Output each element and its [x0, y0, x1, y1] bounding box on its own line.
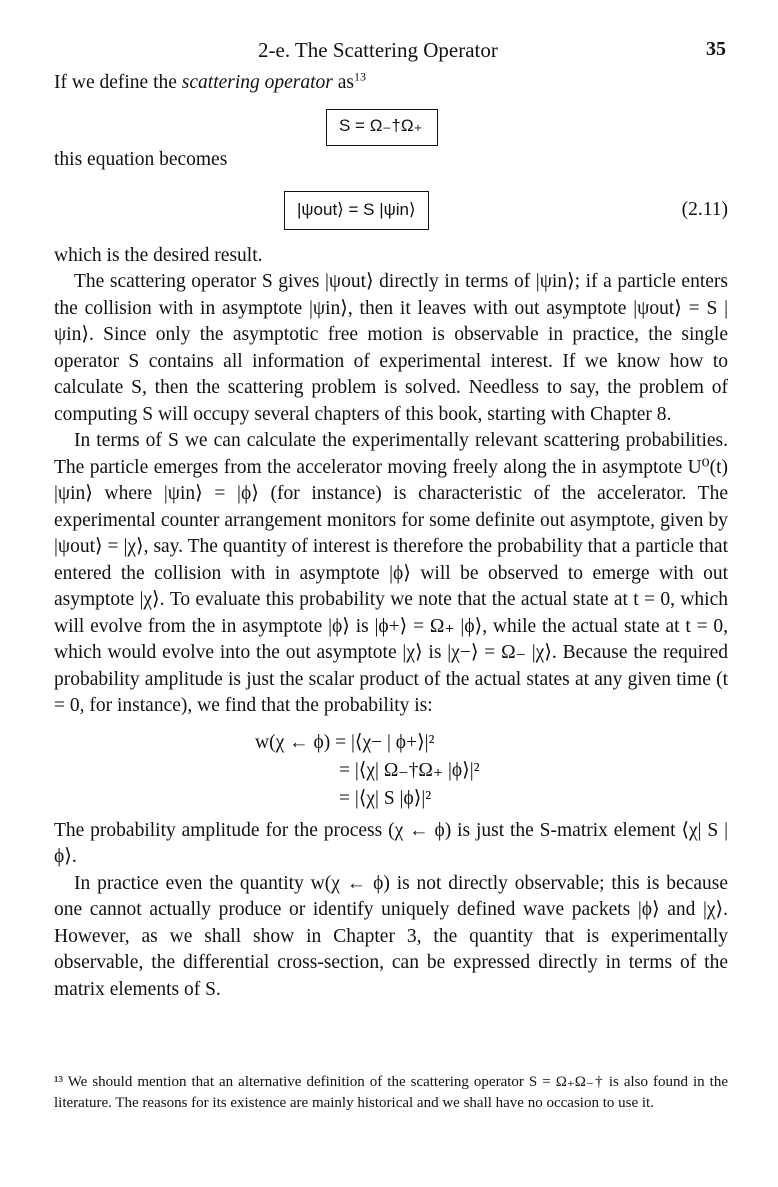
- boxed-definition: S = Ω₋†Ω₊: [326, 109, 438, 147]
- boxed-equation-line: [54, 183, 728, 243]
- equation-line-1: w(χ ← ϕ) = |⟨χ− | ϕ+⟩|²: [255, 731, 435, 753]
- paragraph-observability: In practice even the quantity w(χ ← ϕ) is not directly observable; this is because one cannot actually produce or identify uniquely defined wave packets |ϕ⟩ and |χ⟩. However, as we shall show in Chapter 3, the quantity that is experimentally observable, the differential cross-section, can be expressed directly in terms of the matrix elements of S.: [54, 872, 728, 1000]
- equation-line-3: = |⟨χ| S |ϕ⟩|²: [339, 787, 432, 809]
- paragraph-scattering-operator: The scattering operator S gives |ψout⟩ directly in terms of |ψin⟩; if a particle enters the collision with in asymptote |ψin⟩, then it leaves with out asymptote |ψout⟩ = S |ψin⟩. Since only the asymptotic free motion is observable in practice, the single operator S contains all information of experimental interest. If we know how to calculate S, then the scattering problem is solved. Needless to say, the problem of computing S will occupy several chapters of this book, starting with Chapter 8.: [54, 271, 728, 425]
- running-header: [0, 38, 778, 66]
- boxed-equation: |ψout⟩ = S |ψin⟩: [284, 191, 429, 231]
- paragraph-desired: which is the desired result.: [54, 244, 263, 266]
- paragraph-amplitude: The probability amplitude for the process (χ ← ϕ) is just the S-matrix element ⟨χ| S |ϕ⟩.: [54, 819, 728, 867]
- probability-equation: [54, 724, 728, 810]
- page-body: [54, 70, 728, 1003]
- intro-sentence: If we define the scattering operator $as^{13}$: [54, 69, 367, 93]
- transition-text: this equation becomes: [54, 148, 228, 170]
- running-head: 2-e. The Scattering Operator: [258, 38, 498, 62]
- equation-line-2: = |⟨χ| Ω₋†Ω₊ |ϕ⟩|²: [339, 759, 480, 781]
- defined-term: scattering operator: [181, 72, 333, 93]
- paragraph-probabilities: In terms of S we can calculate the experimentally relevant scattering probabilities. The particle emerges from the accelerator moving freely along the in asymptote U⁰(t) |ψin⟩ where |ψin⟩ = |ϕ⟩ (for instance) is characteristic of the accelerator. The experimental counter arrangement monitors for some definite out asymptote, given by |ψout⟩ = |χ⟩, say. The quantity of interest is therefore the probability that a particle that entered the collision with in asymptote |ϕ⟩ will be observed to emerge with out asymptote |χ⟩. To evaluate this probability we note that the actual state at t = 0, which will evolve from the in asymptote |ϕ⟩ is |ϕ+⟩ = Ω₊ |ϕ⟩, while the actual state at t = 0, which would evolve into the out asymptote |χ⟩ is |χ−⟩ = Ω₋ |χ⟩. Because the required probability amplitude is just the scalar product of the actual states at any given time (t = 0, for instance), we find that the probability is:: [54, 430, 728, 716]
- page-number: 35: [706, 38, 726, 60]
- footnote-marker: 13: [354, 69, 367, 84]
- footnote: ¹³ We should mention that an alternative definition of the scattering operator S = Ω₊Ω₋† is also found in the literature. The reasons for its existence are mainly historical and we shall have no occasion to use it.: [54, 1074, 728, 1111]
- equation-number: (2.11): [681, 198, 728, 220]
